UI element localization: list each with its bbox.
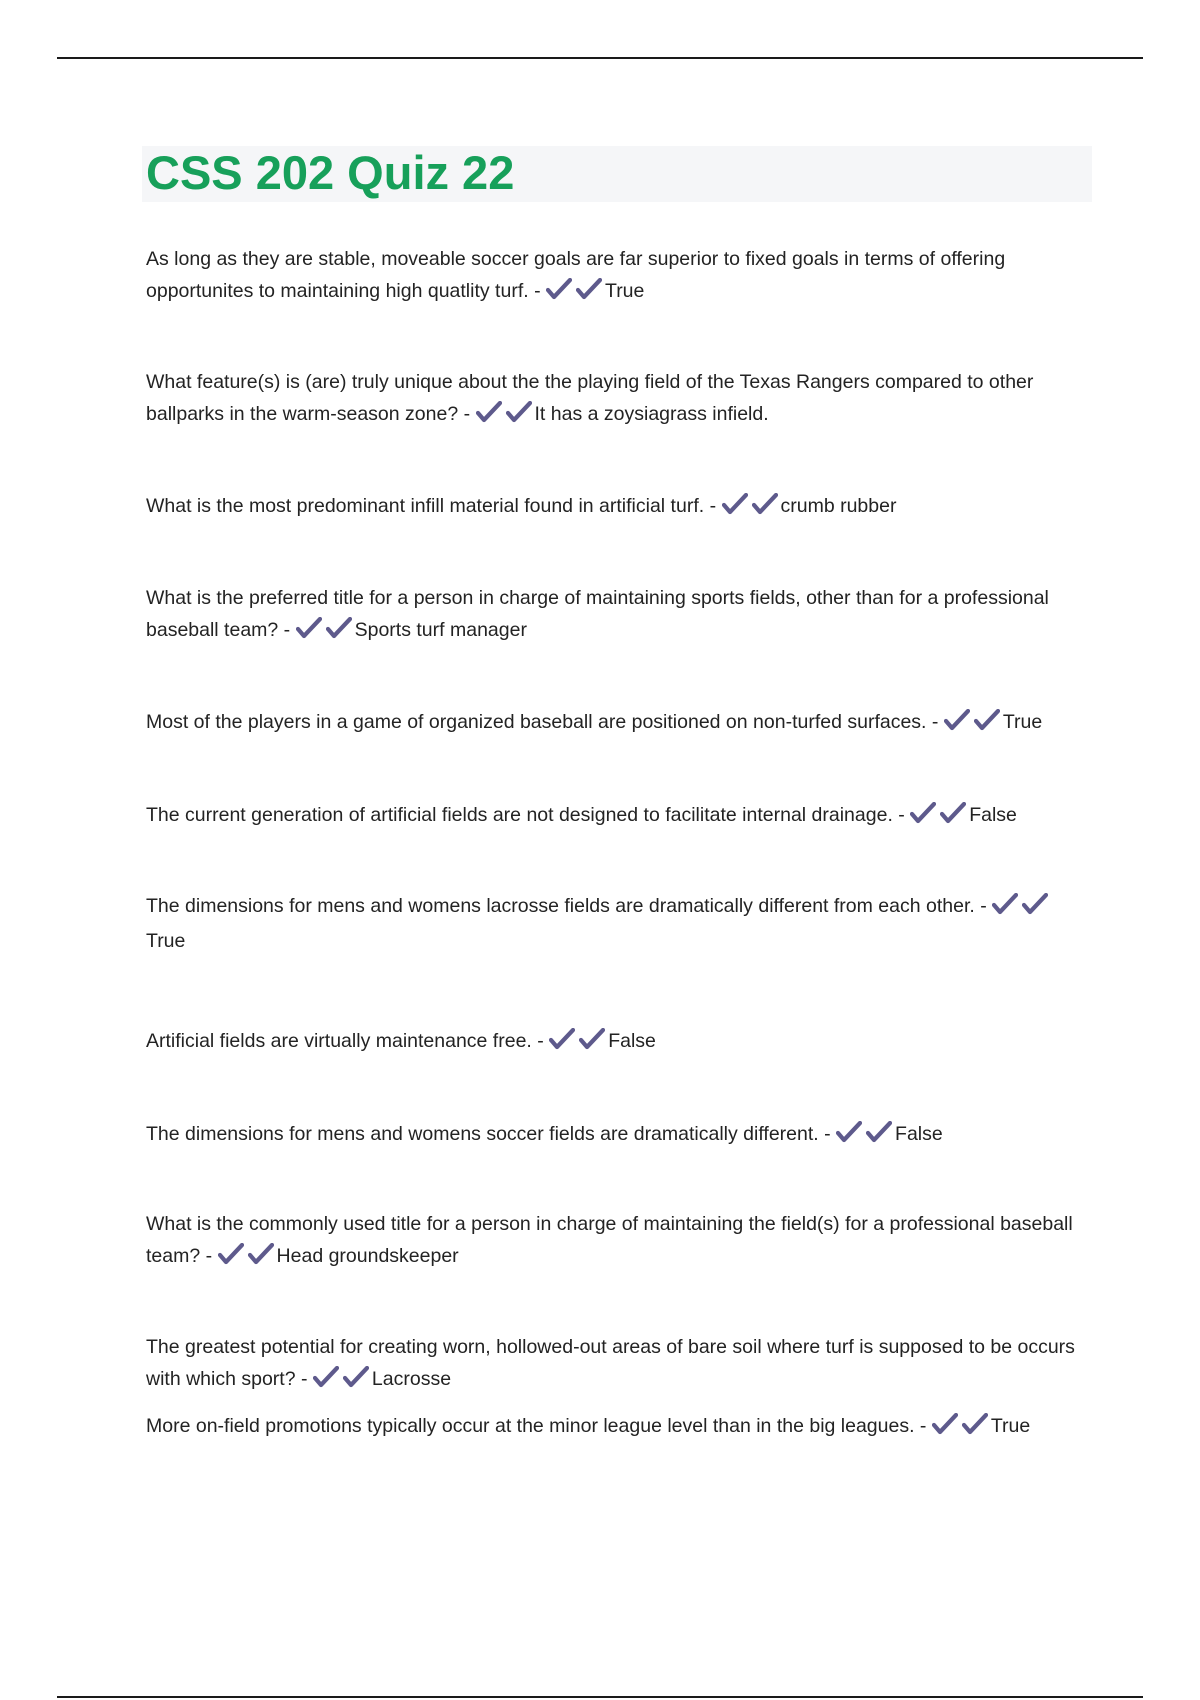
double-check-marks	[476, 401, 532, 433]
check-icon	[910, 802, 936, 824]
separator: -	[974, 895, 993, 917]
top-rule	[57, 57, 1143, 59]
quiz-item	[146, 490, 1086, 525]
separator: -	[278, 619, 296, 641]
question-text: What is the commonly used title for a person in charge of maintaining the field(s) for a professional baseball team?	[146, 1213, 1073, 1267]
check-icon	[476, 401, 502, 423]
answer-text: True	[605, 280, 645, 302]
separator: -	[892, 804, 911, 826]
question-text: The current generation of artificial fields are not designed to facilitate internal drainage.	[146, 804, 893, 826]
bottom-rule	[57, 1696, 1143, 1698]
check-icon	[722, 493, 748, 515]
check-icon	[974, 709, 1000, 731]
double-check-marks	[546, 278, 602, 310]
check-icon	[296, 617, 322, 639]
check-icon	[576, 278, 602, 300]
check-icon	[326, 617, 352, 639]
double-check-marks	[932, 1413, 988, 1445]
double-check-marks	[313, 1366, 369, 1398]
question-text: Most of the players in a game of organized baseball are positioned on non-turfed surfaces.	[146, 711, 927, 733]
quiz-item	[146, 243, 1086, 310]
check-icon	[313, 1366, 339, 1388]
separator: -	[458, 403, 476, 425]
check-icon	[579, 1028, 605, 1050]
separator: -	[704, 495, 722, 517]
answer-text: False	[895, 1123, 943, 1145]
separator: -	[914, 1415, 932, 1437]
question-text: What is the preferred title for a person in charge of maintaining sports fields, other than for a professional baseball team?	[146, 587, 1049, 641]
double-check-marks	[944, 709, 1000, 741]
double-check-marks	[296, 617, 352, 649]
question-text: What is the most predominant infill material found in artificial turf.	[146, 495, 705, 517]
double-check-marks	[992, 893, 1048, 925]
quiz-item	[146, 890, 1086, 957]
check-icon	[962, 1413, 988, 1435]
double-check-marks	[218, 1243, 274, 1275]
check-icon	[218, 1243, 244, 1265]
answer-text: Sports turf manager	[354, 619, 527, 641]
answer-text: Lacrosse	[371, 1368, 452, 1390]
answer-text: True	[146, 930, 186, 952]
document-title: CSS 202 Quiz 22	[146, 146, 515, 199]
separator: -	[528, 280, 546, 302]
separator: -	[926, 711, 944, 733]
check-icon	[1022, 893, 1048, 915]
quiz-item	[146, 1331, 1086, 1398]
check-icon	[866, 1121, 892, 1143]
check-icon	[546, 278, 572, 300]
check-icon	[343, 1366, 369, 1388]
double-check-marks	[910, 802, 966, 834]
answer-text: It has a zoysiagrass infield.	[534, 403, 769, 425]
separator: -	[818, 1123, 837, 1145]
answer-text: Head groundskeeper	[276, 1245, 459, 1267]
quiz-item	[146, 366, 1086, 433]
check-icon	[940, 802, 966, 824]
question-text: The greatest potential for creating worn, hollowed-out areas of bare soil where turf is supposed to be occurs with which sport?	[146, 1336, 1075, 1390]
question-text: Artificial fields are virtually maintenance free.	[146, 1030, 532, 1052]
double-check-marks	[549, 1028, 605, 1060]
question-text: What feature(s) is (are) truly unique about the the playing field of the Texas Rangers compared to other ballparks in the warm-season zone?	[146, 371, 1034, 425]
question-text: More on-field promotions typically occur at the minor league level than in the big leagues.	[146, 1415, 915, 1437]
answer-text: True	[1002, 711, 1043, 733]
quiz-item	[146, 1118, 1086, 1153]
answer-text: False	[969, 804, 1017, 826]
quiz-item	[146, 582, 1086, 649]
check-icon	[836, 1121, 862, 1143]
check-icon	[932, 1413, 958, 1435]
check-icon	[992, 893, 1018, 915]
check-icon	[944, 709, 970, 731]
double-check-marks	[836, 1121, 892, 1153]
question-text: The dimensions for mens and womens soccer fields are dramatically different.	[146, 1123, 819, 1145]
question-text: As long as they are stable, moveable soccer goals are far superior to fixed goals in terms of offering opportunites to maintaining high quatlity turf.	[146, 248, 1006, 302]
separator: -	[295, 1368, 313, 1390]
quiz-item	[146, 1410, 1086, 1445]
quiz-item	[146, 799, 1086, 834]
quiz-item	[146, 706, 1086, 741]
answer-text: False	[608, 1030, 656, 1052]
check-icon	[506, 401, 532, 423]
check-icon	[752, 493, 778, 515]
quiz-item	[146, 1025, 1086, 1060]
question-text: The dimensions for mens and womens lacrosse fields are dramatically different from each other.	[146, 895, 975, 917]
double-check-marks	[722, 493, 778, 525]
separator: -	[200, 1245, 218, 1267]
separator: -	[531, 1030, 550, 1052]
check-icon	[248, 1243, 274, 1265]
answer-text: crumb rubber	[780, 495, 897, 517]
answer-text: True	[990, 1415, 1031, 1437]
quiz-item	[146, 1208, 1086, 1275]
check-icon	[549, 1028, 575, 1050]
